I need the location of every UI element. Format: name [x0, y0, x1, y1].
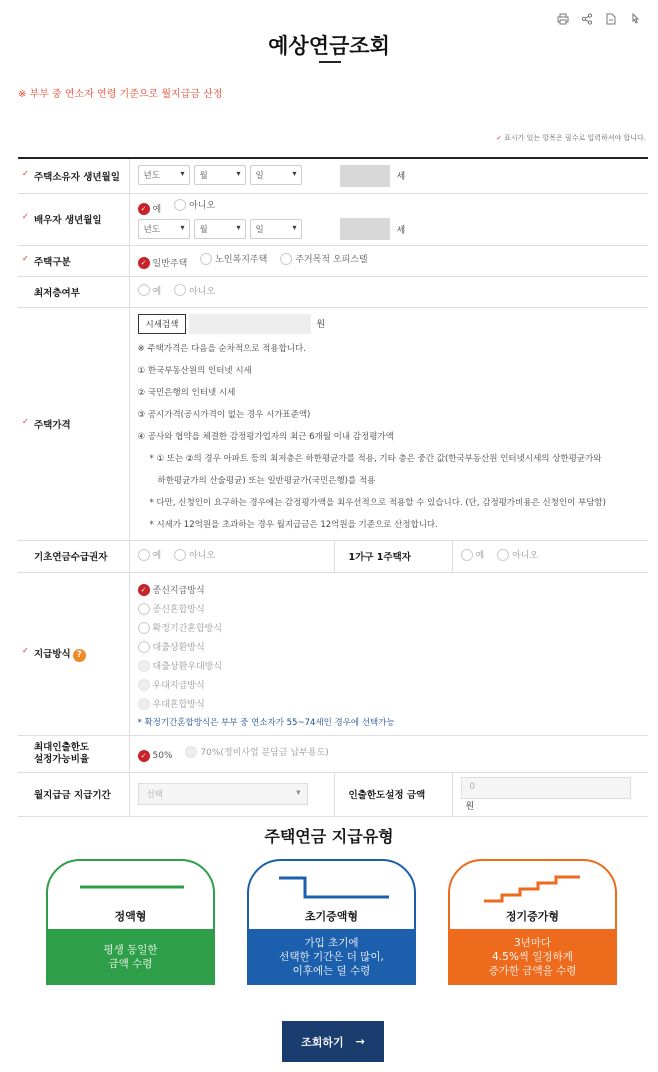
card-title: 정액형: [114, 910, 147, 923]
price-rule-sub: * 다만, 신청인이 요구하는 경우에는 감정평가액을 최우선적으로 적용할 수 있습니다. (단, 감정평가비용은 신청인이 부담함): [149, 497, 606, 508]
card-fixed: [46, 859, 215, 985]
house-type-general-radio[interactable]: ✓ 일반주택: [138, 256, 188, 269]
submit-button[interactable]: [282, 1021, 384, 1062]
owner-age-display: [340, 165, 390, 187]
house-type-label: ✓ 주택구분: [18, 245, 129, 276]
price-rules: [138, 338, 641, 536]
max-ratio-label: 최대인출한도 설정가능비율: [18, 735, 129, 772]
max-ratio-70-radio[interactable]: 70%(정비사업 분담금 납부용도): [185, 745, 328, 758]
card-title: 정기증가형: [505, 910, 560, 923]
row-basic-pension: [18, 540, 648, 572]
house-price-label: ✓ 주택가격: [18, 307, 129, 540]
payment-option-loan-repay[interactable]: 대출상환방식: [138, 640, 631, 653]
required-note-text: 표시가 있는 항목은 필수로 입력하셔야 합니다.: [504, 134, 646, 142]
lowest-floor-yes-radio[interactable]: 예: [138, 284, 162, 297]
lowest-floor-label: 최저층여부: [18, 276, 129, 307]
one-house-yes-radio[interactable]: 예: [461, 548, 485, 561]
arrow-right-icon: →: [355, 1035, 365, 1048]
section-title: 주택연금 지급유형: [264, 827, 394, 846]
owner-year-select[interactable]: 년도 ▾: [138, 165, 190, 185]
price-rule-sub: * ① 또는 ②의 경우 아파트 등의 최저층은 하한평균가를 적용, 기타 층은 중간 값(한국부동산원 인터넷시세의 상한평균가와: [149, 453, 602, 464]
cursor-icon[interactable]: [628, 12, 642, 26]
price-rule-line: ※ 주택가격은 다음을 순차적으로 적용합니다.: [137, 343, 306, 354]
flat-line-icon: [48, 875, 215, 905]
check-icon: ✓: [138, 257, 150, 269]
period-select[interactable]: 선택 ▾: [138, 783, 308, 805]
owner-age-unit: 세: [396, 172, 406, 183]
house-type-welfare-radio[interactable]: 노인복지주택: [200, 252, 267, 265]
spouse-age-display: [340, 218, 390, 240]
max-ratio-50-radio[interactable]: ✓ 50%: [138, 750, 173, 762]
share-icon[interactable]: [580, 12, 594, 26]
owner-birth-label: ✓ 주택소유자 생년월일: [18, 158, 129, 193]
owner-month-select[interactable]: 월 ▾: [194, 165, 246, 185]
spouse-no-label: 아니오: [189, 201, 216, 211]
price-rule-sub: * 시세가 12억원을 초과하는 경우 월지급금은 12억원을 기준으로 산정합니다.: [149, 519, 438, 530]
payment-option-fixed-mixed[interactable]: 확정기간혼합방식: [138, 621, 631, 634]
price-rule-line: ② 국민은행의 인터넷 시세: [137, 387, 236, 398]
payment-method-label: ✓ 지급방식 ?: [18, 572, 129, 735]
check-icon: ✓: [138, 203, 150, 215]
owner-day-select[interactable]: 일 ▾: [250, 165, 302, 185]
help-icon[interactable]: ?: [73, 649, 86, 662]
spouse-birth-label: ✓ 배우자 생년월일: [18, 193, 129, 245]
price-rule-sub: 하한평균가의 산술평균) 또는 일반평균가(국민은행)를 적용: [157, 475, 376, 486]
payment-option-lifetime-mixed[interactable]: 종신혼합방식: [138, 602, 631, 615]
lowest-floor-no-radio[interactable]: 아니오: [174, 284, 215, 297]
card-description: 가입 초기에 선택한 기간은 더 많이, 이후에는 덜 수령: [249, 929, 414, 985]
basic-pension-yes-radio[interactable]: 예: [138, 548, 162, 561]
row-house-price: [18, 307, 648, 540]
check-icon: ✓: [138, 584, 150, 596]
spouse-yes-radio[interactable]: [138, 202, 162, 215]
spouse-day-select[interactable]: 일 ▾: [250, 219, 302, 239]
row-house-type: [18, 245, 648, 276]
row-spouse-birth: [18, 193, 648, 245]
submit-label: 조회하기: [301, 1035, 344, 1049]
price-rule-line: ④ 공사와 협약을 체결한 감정평가업자의 최근 6개월 이내 감정평가액: [137, 431, 394, 442]
card-description: 평생 동일한 금액 수령: [48, 929, 213, 985]
card-initial-increase: [247, 859, 416, 985]
payment-option-pref-payment[interactable]: 우대지급방식: [138, 678, 631, 691]
basic-pension-no-radio[interactable]: 아니오: [174, 548, 215, 561]
payment-option-loan-repay-pref[interactable]: 대출상환우대방식: [138, 659, 631, 672]
payment-type-cards: [46, 859, 622, 985]
check-icon: ✓: [138, 750, 150, 762]
payment-note: * 확정기간혼합방식은 부부 중 연소자가 55~74세인 경우에 선택가능: [137, 718, 395, 728]
required-note: [496, 133, 646, 143]
spouse-age-unit: 세: [396, 225, 406, 236]
card-periodic-increase: [448, 859, 617, 985]
step-down-line-icon: [249, 875, 416, 905]
house-type-officetel-radio[interactable]: 주거목적 오피스텔: [280, 252, 367, 265]
price-rule-line: ① 한국부동산원의 인터넷 시세: [137, 365, 252, 376]
row-lowest-floor: [18, 276, 648, 307]
spouse-month-select[interactable]: 월 ▾: [194, 219, 246, 239]
row-owner-birth: [18, 158, 648, 193]
price-unit: 원: [316, 320, 326, 330]
limit-label: 인출한도설정 금액: [334, 772, 452, 816]
one-house-label: 1가구 1주택자: [334, 540, 452, 572]
stair-up-line-icon: [450, 875, 617, 905]
limit-input[interactable]: 0: [461, 777, 631, 799]
price-search-button[interactable]: 시세검색: [138, 314, 187, 334]
card-description: 3년마다 4.5%씩 일정하게 증가한 금액을 수령: [450, 929, 615, 985]
check-icon: ✓: [496, 134, 503, 142]
payment-option-lifetime[interactable]: ✓ 종신지급방식: [138, 583, 631, 596]
title-underline: [319, 61, 341, 63]
period-label: 월지급금 지급기간: [18, 772, 129, 816]
limit-unit: 원: [465, 801, 475, 812]
notice-text: ※ 부부 중 연소자 연령 기준으로 월지급금 산정: [18, 89, 223, 100]
card-title: 초기증액형: [304, 910, 359, 923]
row-max-ratio: [18, 735, 648, 772]
payment-option-pref-mixed[interactable]: 우대혼합방식: [138, 697, 631, 710]
row-payment-method: [18, 572, 648, 735]
toolbar: [556, 12, 642, 26]
house-price-input[interactable]: [189, 314, 311, 334]
price-rule-line: ③ 공시가격(공시가격이 없는 경우 시가표준액): [137, 409, 311, 420]
spouse-yes-label: 예: [152, 205, 162, 215]
print-icon[interactable]: [556, 12, 570, 26]
spouse-no-radio[interactable]: [174, 198, 215, 211]
basic-pension-label: 기초연금수급권자: [18, 540, 129, 572]
one-house-no-radio[interactable]: 아니오: [497, 548, 538, 561]
pension-form: [18, 157, 648, 817]
row-period: [18, 772, 648, 816]
spouse-year-select[interactable]: 년도 ▾: [138, 219, 190, 239]
file-icon[interactable]: [604, 12, 618, 26]
page-title: 예상연금조회: [268, 34, 390, 58]
